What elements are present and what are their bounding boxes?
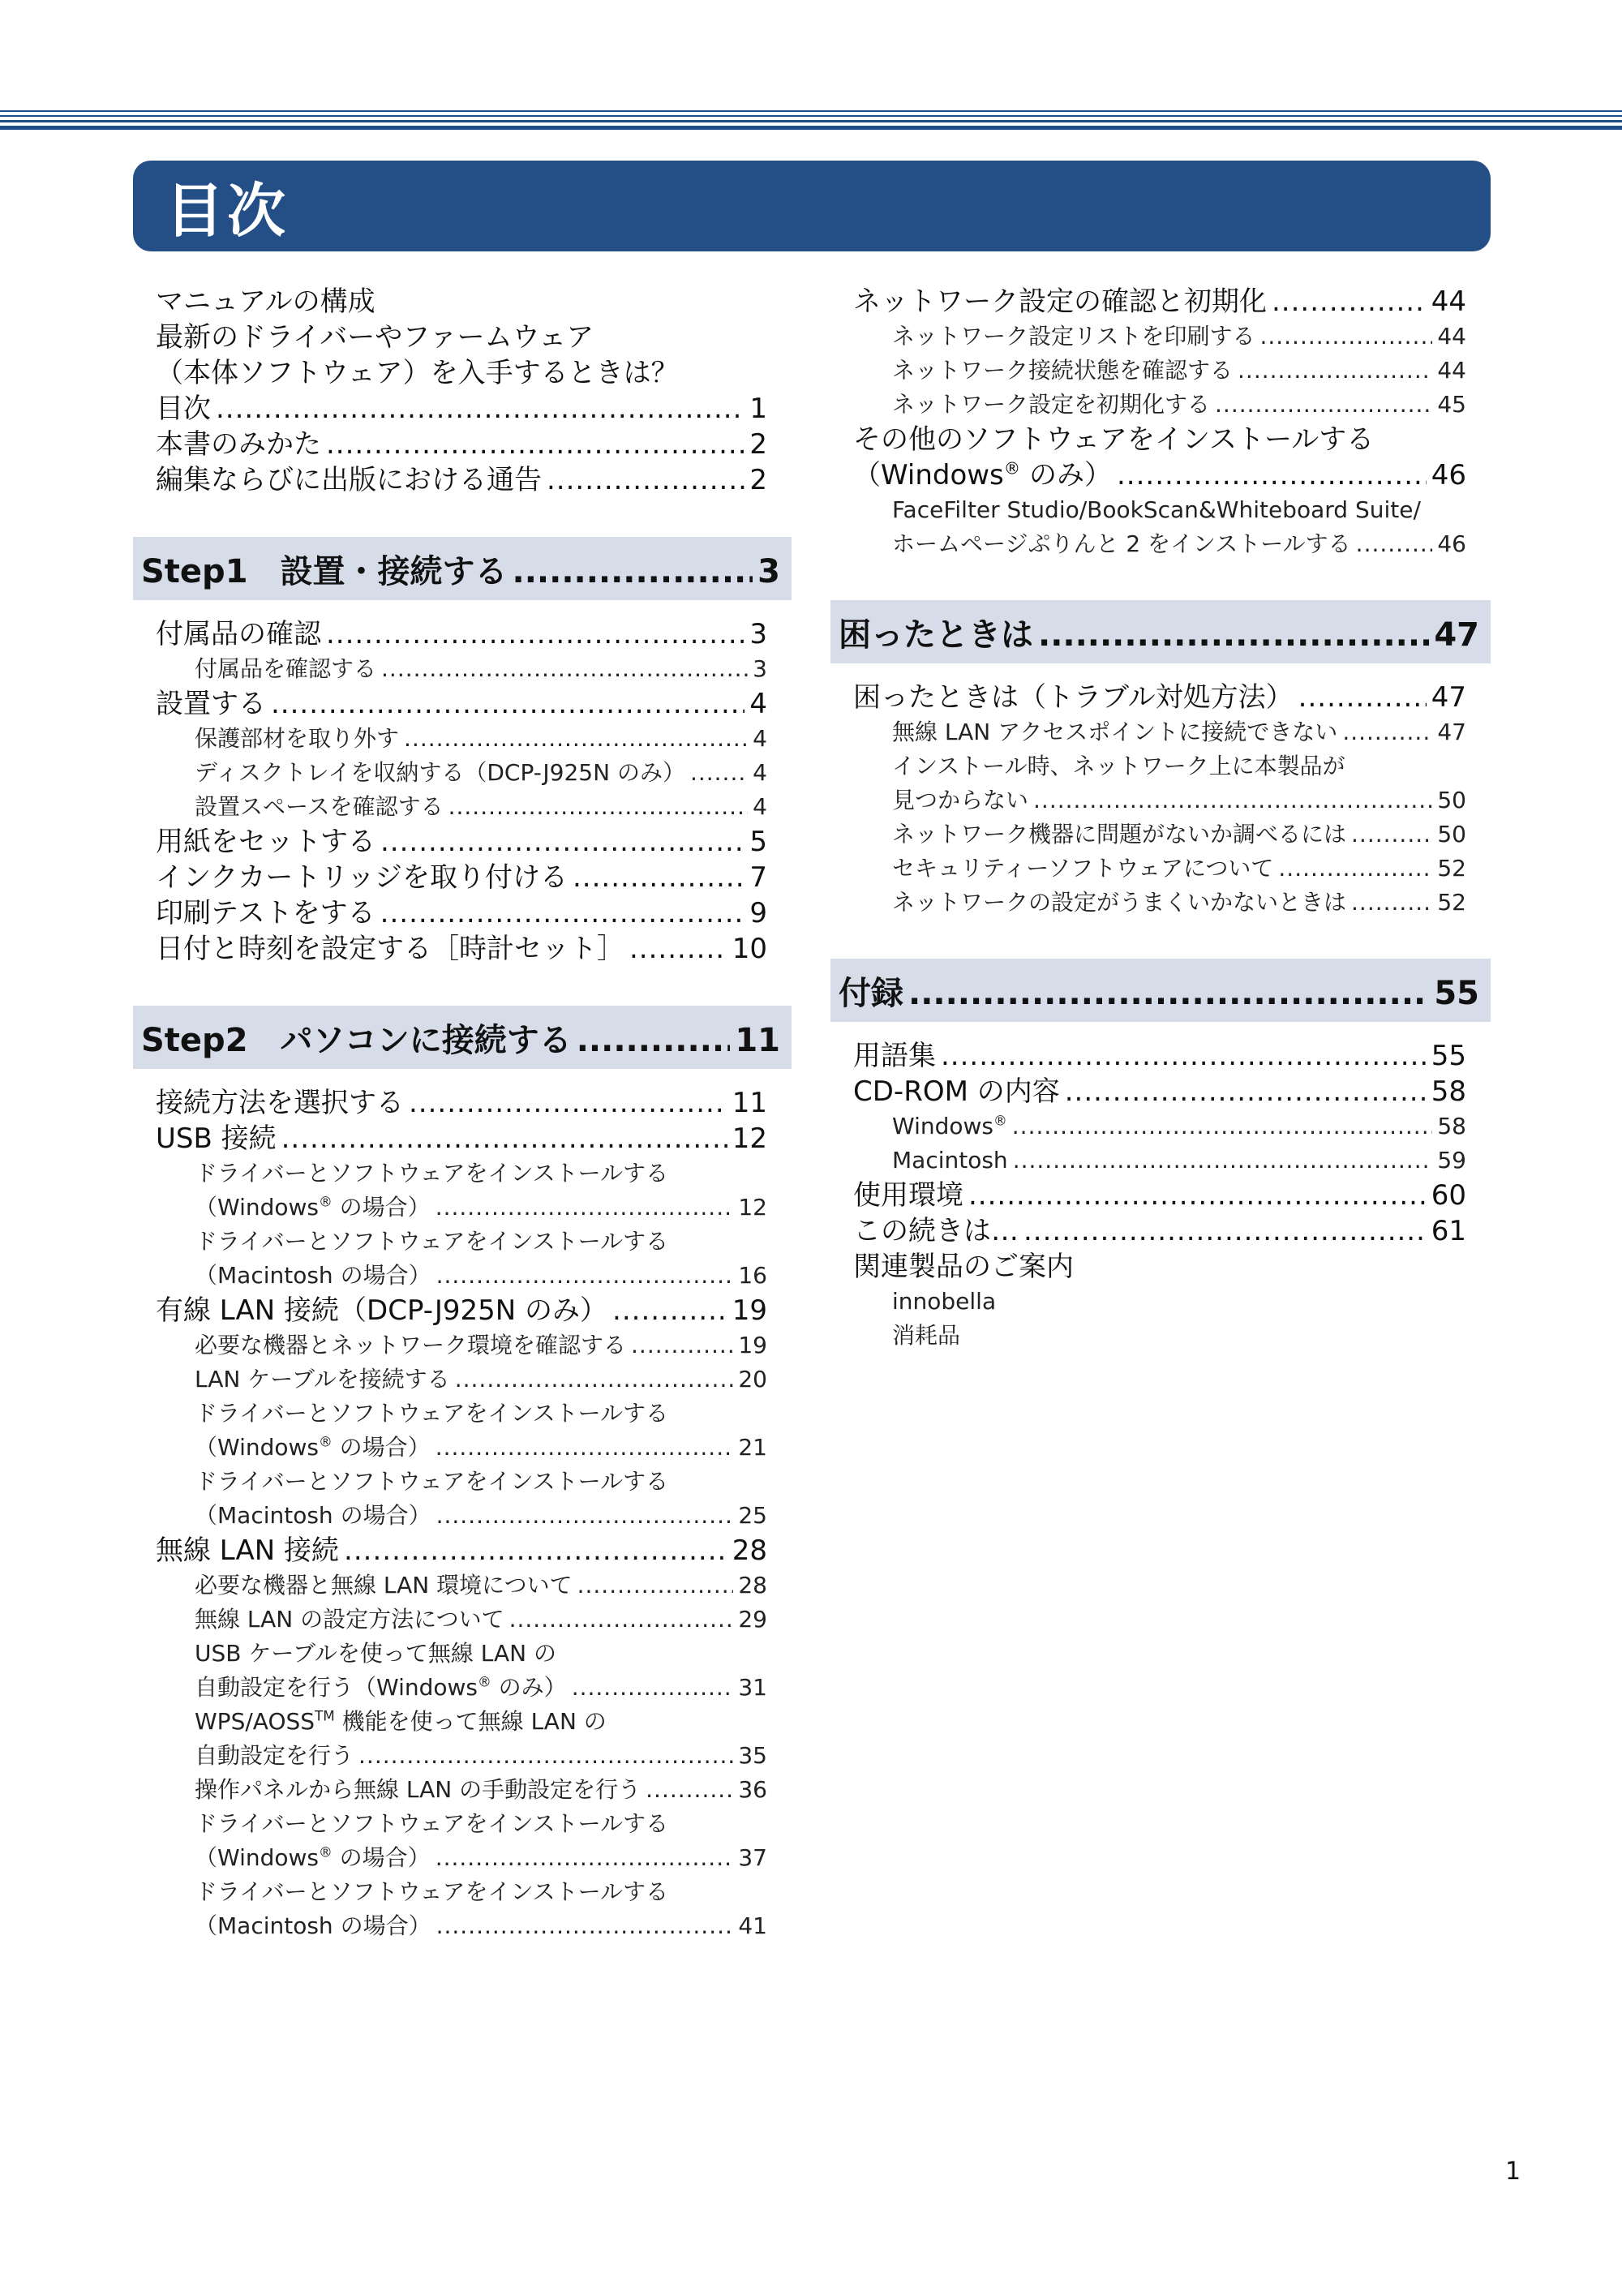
toc-entry[interactable] (853, 1178, 1466, 1213)
step2-list (133, 1085, 792, 1943)
toc-entry-page: 19 (738, 1332, 767, 1358)
toc-entry-page: 52 (1437, 889, 1466, 916)
toc-entry (853, 493, 1466, 527)
section-title: 困ったときは (839, 616, 1033, 654)
toc-entry (156, 1875, 767, 1909)
toc-entry-label: 編集ならびに出版における通告 (156, 464, 542, 496)
toc-entry-label: 消耗品 (892, 1322, 961, 1349)
toc-entry-label: Macintosh (892, 1147, 1008, 1174)
toc-entry-page: 37 (738, 1844, 767, 1871)
toc-entry[interactable] (853, 388, 1466, 422)
toc-entry (156, 1637, 767, 1671)
toc-entry (156, 355, 767, 391)
toc-entry[interactable] (853, 320, 1466, 354)
section-header-step1[interactable] (133, 537, 792, 600)
toc-entry-label: ネットワーク設定の確認と初期化 (853, 285, 1267, 318)
toc-entry-page: 3 (753, 655, 767, 682)
toc-entry-page: 16 (738, 1262, 767, 1289)
section-page: 47 (1434, 616, 1479, 654)
section-page: 11 (735, 1021, 780, 1059)
toc-entry-page: 28 (732, 1534, 767, 1567)
toc-entry-label: ドライバーとソフトウェアをインストールする (195, 1400, 669, 1427)
toc-entry-label: インストール時、ネットワーク上に本製品が (892, 753, 1345, 779)
toc-entry[interactable] (156, 722, 767, 756)
page-number: 1 (1505, 2157, 1521, 2186)
toc-entry-label: ネットワーク機器に問題がないか調べるには (892, 821, 1347, 848)
title-bar (133, 161, 1491, 251)
toc-entry-label: この続きは… (853, 1215, 1019, 1247)
toc-entry-label: その他のソフトウェアをインストールする (853, 423, 1375, 456)
toc-entry-page: 25 (738, 1502, 767, 1529)
section-title: Step1 設置・接続する (141, 552, 508, 590)
toc-entry-label: 操作パネルから無線 LAN の手動設定を行う (195, 1776, 642, 1803)
toc-entry[interactable] (156, 391, 767, 427)
section-header-trouble[interactable] (830, 600, 1491, 663)
section-page: 55 (1434, 974, 1479, 1012)
toc-entry-page: 4 (749, 688, 767, 720)
section-title: 付録 (839, 974, 903, 1012)
toc-entry[interactable] (156, 824, 767, 860)
toc-entry-label: ドライバーとソフトウェアをインストールする (195, 1468, 669, 1495)
toc-entry-label: 印刷テストをする (156, 897, 375, 929)
section-page: 3 (757, 552, 780, 590)
toc-entry[interactable] (853, 1074, 1466, 1109)
toc-entry-label: （Macintosh の場合） (195, 1502, 431, 1529)
toc-entry-label: （Windows® の場合） (195, 1193, 431, 1221)
toc-entry-page: 28 (738, 1572, 767, 1599)
toc-entry-label: （Windows® の場合） (195, 1433, 431, 1461)
toc-entry-page: 47 (1431, 681, 1466, 714)
toc-entry[interactable] (853, 527, 1466, 561)
toc-entry-page: 12 (732, 1122, 767, 1155)
toc-entry-page: 11 (732, 1087, 767, 1119)
toc-entry-label: 保護部材を取り外す (195, 725, 400, 752)
step1-list (133, 616, 792, 967)
toc-entry (156, 1225, 767, 1259)
toc-entry-label: ネットワーク設定リストを印刷する (892, 323, 1255, 350)
toc-entry[interactable] (156, 1328, 767, 1363)
toc-entry[interactable] (156, 1499, 767, 1533)
toc-entry[interactable] (853, 1213, 1466, 1249)
toc-entry-label: LAN ケーブルを接続する (195, 1366, 450, 1393)
toc-left-column (133, 284, 792, 1943)
toc-entry-label: ネットワークの設定がうまくいかないときは (892, 889, 1347, 916)
toc-entry-label: セキュリティーソフトウェアについて (892, 855, 1274, 882)
toc-entry[interactable] (156, 790, 767, 824)
toc-entry[interactable] (156, 1739, 767, 1773)
toc-entry[interactable] (156, 756, 767, 790)
toc-entry (853, 422, 1466, 457)
toc-entry-label: インクカートリッジを取り付ける (156, 861, 568, 894)
toc-entry-page: 5 (749, 826, 767, 858)
toc-entry-label: 必要な機器と無線 LAN 環境について (195, 1572, 573, 1599)
toc-entry-page: 7 (749, 861, 767, 894)
toc-entry-page: 12 (738, 1194, 767, 1221)
toc-entry[interactable] (156, 1671, 767, 1705)
toc-entry-label: マニュアルの構成 (156, 285, 375, 318)
toc-entry-page: 55 (1431, 1040, 1466, 1072)
toc-entry-page: 4 (753, 759, 767, 786)
toc-entry[interactable] (853, 783, 1466, 818)
toc-entry-page: 50 (1437, 787, 1466, 813)
toc-entry[interactable] (156, 895, 767, 931)
toc-entry-page: 41 (738, 1912, 767, 1939)
toc-entry-label: ドライバーとソフトウェアをインストールする (195, 1878, 669, 1905)
toc-entry[interactable] (853, 1038, 1466, 1074)
toc-entry-label: 困ったときは（トラブル対処方法） (853, 681, 1294, 714)
toc-entry[interactable] (853, 715, 1466, 749)
toc-entry-page: 35 (738, 1742, 767, 1769)
toc-entry-label: ネットワーク設定を初期化する (892, 391, 1211, 418)
toc-entry (156, 1807, 767, 1841)
toc-entry-label: 必要な機器とネットワーク環境を確認する (195, 1332, 627, 1358)
toc-entry-label: ディスクトレイを収納する（DCP-J925N のみ） (195, 759, 685, 786)
toc-entry-page: 60 (1431, 1179, 1466, 1212)
toc-entry[interactable] (156, 1431, 767, 1465)
toc-entry-page: 46 (1437, 530, 1466, 557)
toc-entry-page: 44 (1431, 285, 1466, 318)
toc-entry[interactable] (156, 616, 767, 652)
toc-entry-label: WPS/AOSS™ 機能を使って無線 LAN の (195, 1707, 607, 1735)
toc-entry-page: 9 (749, 897, 767, 929)
toc-entry-label: 設置する (156, 688, 266, 720)
toc-entry-page: 20 (738, 1366, 767, 1393)
toc-entry-label: 付属品を確認する (195, 655, 377, 682)
toc-entry-label: （Macintosh の場合） (195, 1912, 431, 1939)
toc-entry[interactable] (156, 1259, 767, 1293)
toc-entry-page: 52 (1437, 855, 1466, 882)
toc-entry-page: 2 (749, 464, 767, 496)
toc-entry-page: 19 (732, 1294, 767, 1327)
toc-entry[interactable] (853, 680, 1466, 715)
network-list (830, 284, 1491, 561)
toc-entry-label: 自動設定を行う (195, 1742, 354, 1769)
toc-entry[interactable] (156, 686, 767, 722)
toc-entry[interactable] (156, 1569, 767, 1603)
toc-entry (853, 1319, 1466, 1353)
toc-entry-page: 44 (1437, 357, 1466, 384)
toc-entry-label: 見つからない (892, 787, 1029, 813)
toc-right-column (830, 284, 1491, 1353)
toc-entry-label: （Macintosh の場合） (195, 1262, 431, 1289)
toc-entry-label: （本体ソフトウェア）を入手するときは？ (156, 357, 679, 389)
page-title: 目次 (165, 177, 290, 245)
toc-entry-label: 本書のみかた (156, 428, 321, 461)
toc-entry-page: 36 (738, 1776, 767, 1803)
toc-entry[interactable] (156, 462, 767, 498)
toc-entry[interactable] (156, 1909, 767, 1943)
toc-entry (156, 320, 767, 355)
toc-entry-label: 接続方法を選択する (156, 1087, 404, 1119)
toc-entry-label: CD-ROM の内容 (853, 1075, 1060, 1108)
toc-entry[interactable] (156, 1293, 767, 1328)
toc-entry-label: 日付と時刻を設定する［時計セット］ (156, 933, 624, 965)
toc-entry-label: 付属品の確認 (156, 618, 321, 650)
toc-entry-label: innobella (892, 1288, 997, 1315)
toc-entry-page: 50 (1437, 821, 1466, 848)
toc-entry[interactable] (156, 1533, 767, 1569)
toc-entry (853, 1249, 1466, 1285)
toc-entry-label: 無線 LAN アクセスポイントに接続できない (892, 719, 1338, 745)
toc-entry (156, 1397, 767, 1431)
toc-entry-label: USB ケーブルを使って無線 LAN の (195, 1640, 557, 1667)
toc-entry[interactable] (156, 1603, 767, 1637)
trouble-list (830, 680, 1491, 920)
toc-entry-page: 1 (749, 393, 767, 425)
toc-entry-page: 4 (753, 793, 767, 820)
toc-entry[interactable] (156, 860, 767, 895)
toc-entry[interactable] (853, 818, 1466, 852)
toc-entry-page: 2 (749, 428, 767, 461)
toc-entry-page: 46 (1431, 459, 1466, 491)
toc-entry[interactable] (156, 1085, 767, 1121)
toc-entry-label: 関連製品のご案内 (853, 1251, 1074, 1283)
toc-entry-label: Windows® (892, 1112, 1007, 1139)
toc-entry-label: ホームページぷりんと 2 をインストールする (892, 530, 1351, 557)
toc-entry (156, 1705, 767, 1739)
toc-entry-page: 10 (732, 933, 767, 965)
toc-entry[interactable] (853, 886, 1466, 920)
toc-entry-page: 31 (738, 1674, 767, 1701)
toc-entry-page: 29 (738, 1606, 767, 1633)
toc-entry[interactable] (156, 1363, 767, 1397)
toc-entry-page: 59 (1437, 1147, 1466, 1174)
front-matter-list (133, 284, 792, 498)
toc-entry-label: ドライバーとソフトウェアをインストールする (195, 1810, 669, 1837)
toc-entry-label: FaceFilter Studio/BookScan&Whiteboard Suite/ (892, 496, 1421, 523)
toc-entry[interactable] (156, 427, 767, 462)
toc-entry[interactable] (156, 1773, 767, 1807)
toc-entry-label: （Windows® の場合） (195, 1843, 431, 1871)
toc-entry-page: 4 (753, 725, 767, 752)
toc-entry-label: （Windows® のみ） (853, 458, 1112, 491)
section-title: Step2 パソコンに接続する (141, 1021, 572, 1059)
toc-entry[interactable] (853, 284, 1466, 320)
toc-entry[interactable] (156, 931, 767, 967)
toc-entry-label: 無線 LAN の設定方法について (195, 1606, 504, 1633)
toc-entry-label: 用語集 (853, 1040, 936, 1072)
toc-entry-label: 設置スペースを確認する (195, 793, 444, 820)
toc-entry-page: 3 (749, 618, 767, 650)
section-header-step2[interactable] (133, 1006, 792, 1069)
toc-entry-label: 用紙をセットする (156, 826, 375, 858)
toc-entry-label: 使用環境 (853, 1179, 963, 1212)
toc-entry-label: 無線 LAN 接続 (156, 1534, 340, 1567)
toc-entry-label: 最新のドライバーやファームウェア (156, 321, 594, 354)
toc-entry[interactable] (156, 1121, 767, 1157)
toc-entry[interactable] (853, 354, 1466, 388)
toc-entry[interactable] (853, 457, 1466, 493)
toc-entry-label: 目次 (156, 393, 211, 425)
toc-entry[interactable] (156, 1191, 767, 1225)
section-header-appendix[interactable] (830, 959, 1491, 1022)
toc-entry (853, 1285, 1466, 1319)
appendix-list (830, 1038, 1491, 1353)
toc-entry-label: ネットワーク接続状態を確認する (892, 357, 1234, 384)
toc-entry-label: USB 接続 (156, 1122, 277, 1155)
toc-entry (156, 1465, 767, 1499)
toc-entry (156, 1157, 767, 1191)
toc-entry[interactable] (853, 852, 1466, 886)
toc-entry-label: ドライバーとソフトウェアをインストールする (195, 1228, 669, 1255)
toc-entry-page: 44 (1437, 323, 1466, 350)
toc-entry-label: ドライバーとソフトウェアをインストールする (195, 1160, 669, 1187)
toc-entry (156, 284, 767, 320)
toc-entry-label: 自動設定を行う（Windows® のみ） (195, 1673, 567, 1701)
toc-entry-page: 58 (1437, 1113, 1466, 1139)
header-rules (0, 110, 1622, 133)
toc-entry[interactable] (156, 652, 767, 686)
toc-entry[interactable] (853, 1144, 1466, 1178)
toc-entry (853, 749, 1466, 783)
toc-entry[interactable] (156, 1841, 767, 1875)
toc-entry[interactable] (853, 1109, 1466, 1144)
toc-entry-page: 58 (1431, 1075, 1466, 1108)
toc-entry-page: 61 (1431, 1215, 1466, 1247)
toc-entry-label: 有線 LAN 接続（DCP-J925N のみ） (156, 1294, 608, 1327)
toc-entry-page: 45 (1437, 391, 1466, 418)
toc-entry-page: 21 (738, 1434, 767, 1461)
toc-entry-page: 47 (1437, 719, 1466, 745)
